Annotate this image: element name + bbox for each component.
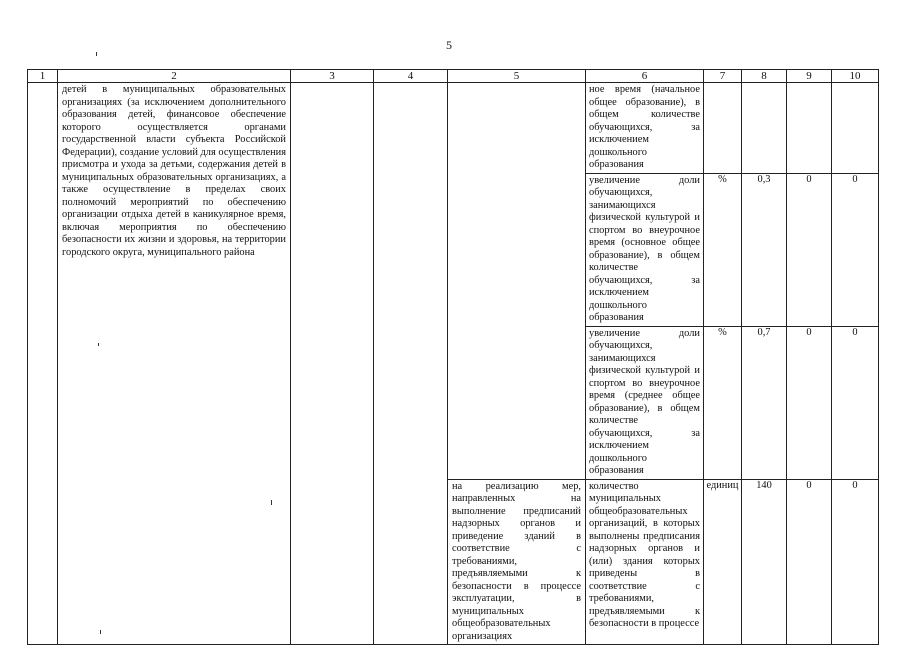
scan-speck [100,630,101,634]
scan-speck [271,500,272,505]
value-cell: 0 [832,173,879,326]
value-cell: 0 [787,479,832,645]
cell-col1 [28,83,58,645]
cell-col5 [448,83,586,480]
scan-speck [96,52,97,56]
cell-col2 [58,83,291,645]
value-cell: 0 [832,326,879,479]
value-cell [742,83,787,174]
column-header: 9 [787,70,832,83]
page-number: 5 [446,38,452,52]
scan-speck [98,343,99,346]
column-header: 4 [374,70,448,83]
measure-cell: на реализацию мер, направленных на выполнение предписаний надзорных органов и приведение зданий в соответствие с требованиями, предъявляемыми к безопасности в процессе эксплуатации, в муниципальных общеобразовательных организациях [452,480,581,642]
header-row [28,70,879,83]
cell-col3 [291,83,374,645]
unit-cell: единиц [704,479,742,645]
column-header: 5 [448,70,586,83]
column-header: 10 [832,70,879,83]
value-cell: 0 [787,173,832,326]
column-header: 6 [586,70,704,83]
column-header: 2 [58,70,291,83]
value-cell: 0 [832,479,879,645]
unit-cell: % [704,326,742,479]
value-cell [787,83,832,174]
unit-cell [704,83,742,174]
column-header: 3 [291,70,374,83]
value-cell: 0,3 [742,173,787,326]
indicator-cell: увеличение доли обучающихся, занимающихся физической культурой и спортом во внеурочное время (основное общее образование), в общем количестве обучающихся, за исключением дошкольного образования [586,173,704,326]
value-cell: 0,7 [742,326,787,479]
budget-indicator-table [27,69,879,645]
table-row [28,83,879,174]
cell-col5 [448,479,586,645]
value-cell: 140 [742,479,787,645]
cell-col4 [374,83,448,645]
indicator-cell: ное время (начальное общее образование), в общем количестве обучающихся, за исключением дошкольного образования [586,83,704,174]
unit-cell: % [704,173,742,326]
indicator-cell: количество муниципальных общеобразовательных организаций, в которых выполнены предписания надзорных органов и (или) здания которых приведены в соответствие с требованиями, предъявляемыми к безопасности в процессе [586,479,704,645]
column-header: 7 [704,70,742,83]
value-cell: 0 [787,326,832,479]
column-header: 1 [28,70,58,83]
column-header: 8 [742,70,787,83]
measure-description: детей в муниципальных образовательных организациях (за исключением дополнительного образования детей, финансовое обеспечение которого осуществляется органами государственной власти субъекта Российской Федерации), создание условий для осуществления присмотра и ухода за детьми, содержания детей в муниципальных образовательных организациях, а также осуществление в пределах своих полномочий мероприятий по обеспечению организации отдыха детей в каникулярное время, включая мероприятия по обеспечению безопасности их жизни и здоровья, на территории городского округа, муниципального района [62,84,286,258]
indicator-cell: увеличение доли обучающихся, занимающихся физической культурой и спортом во внеурочное время (среднее общее образование), в общем количестве обучающихся, за исключением дошкольного образования [586,326,704,479]
value-cell [832,83,879,174]
